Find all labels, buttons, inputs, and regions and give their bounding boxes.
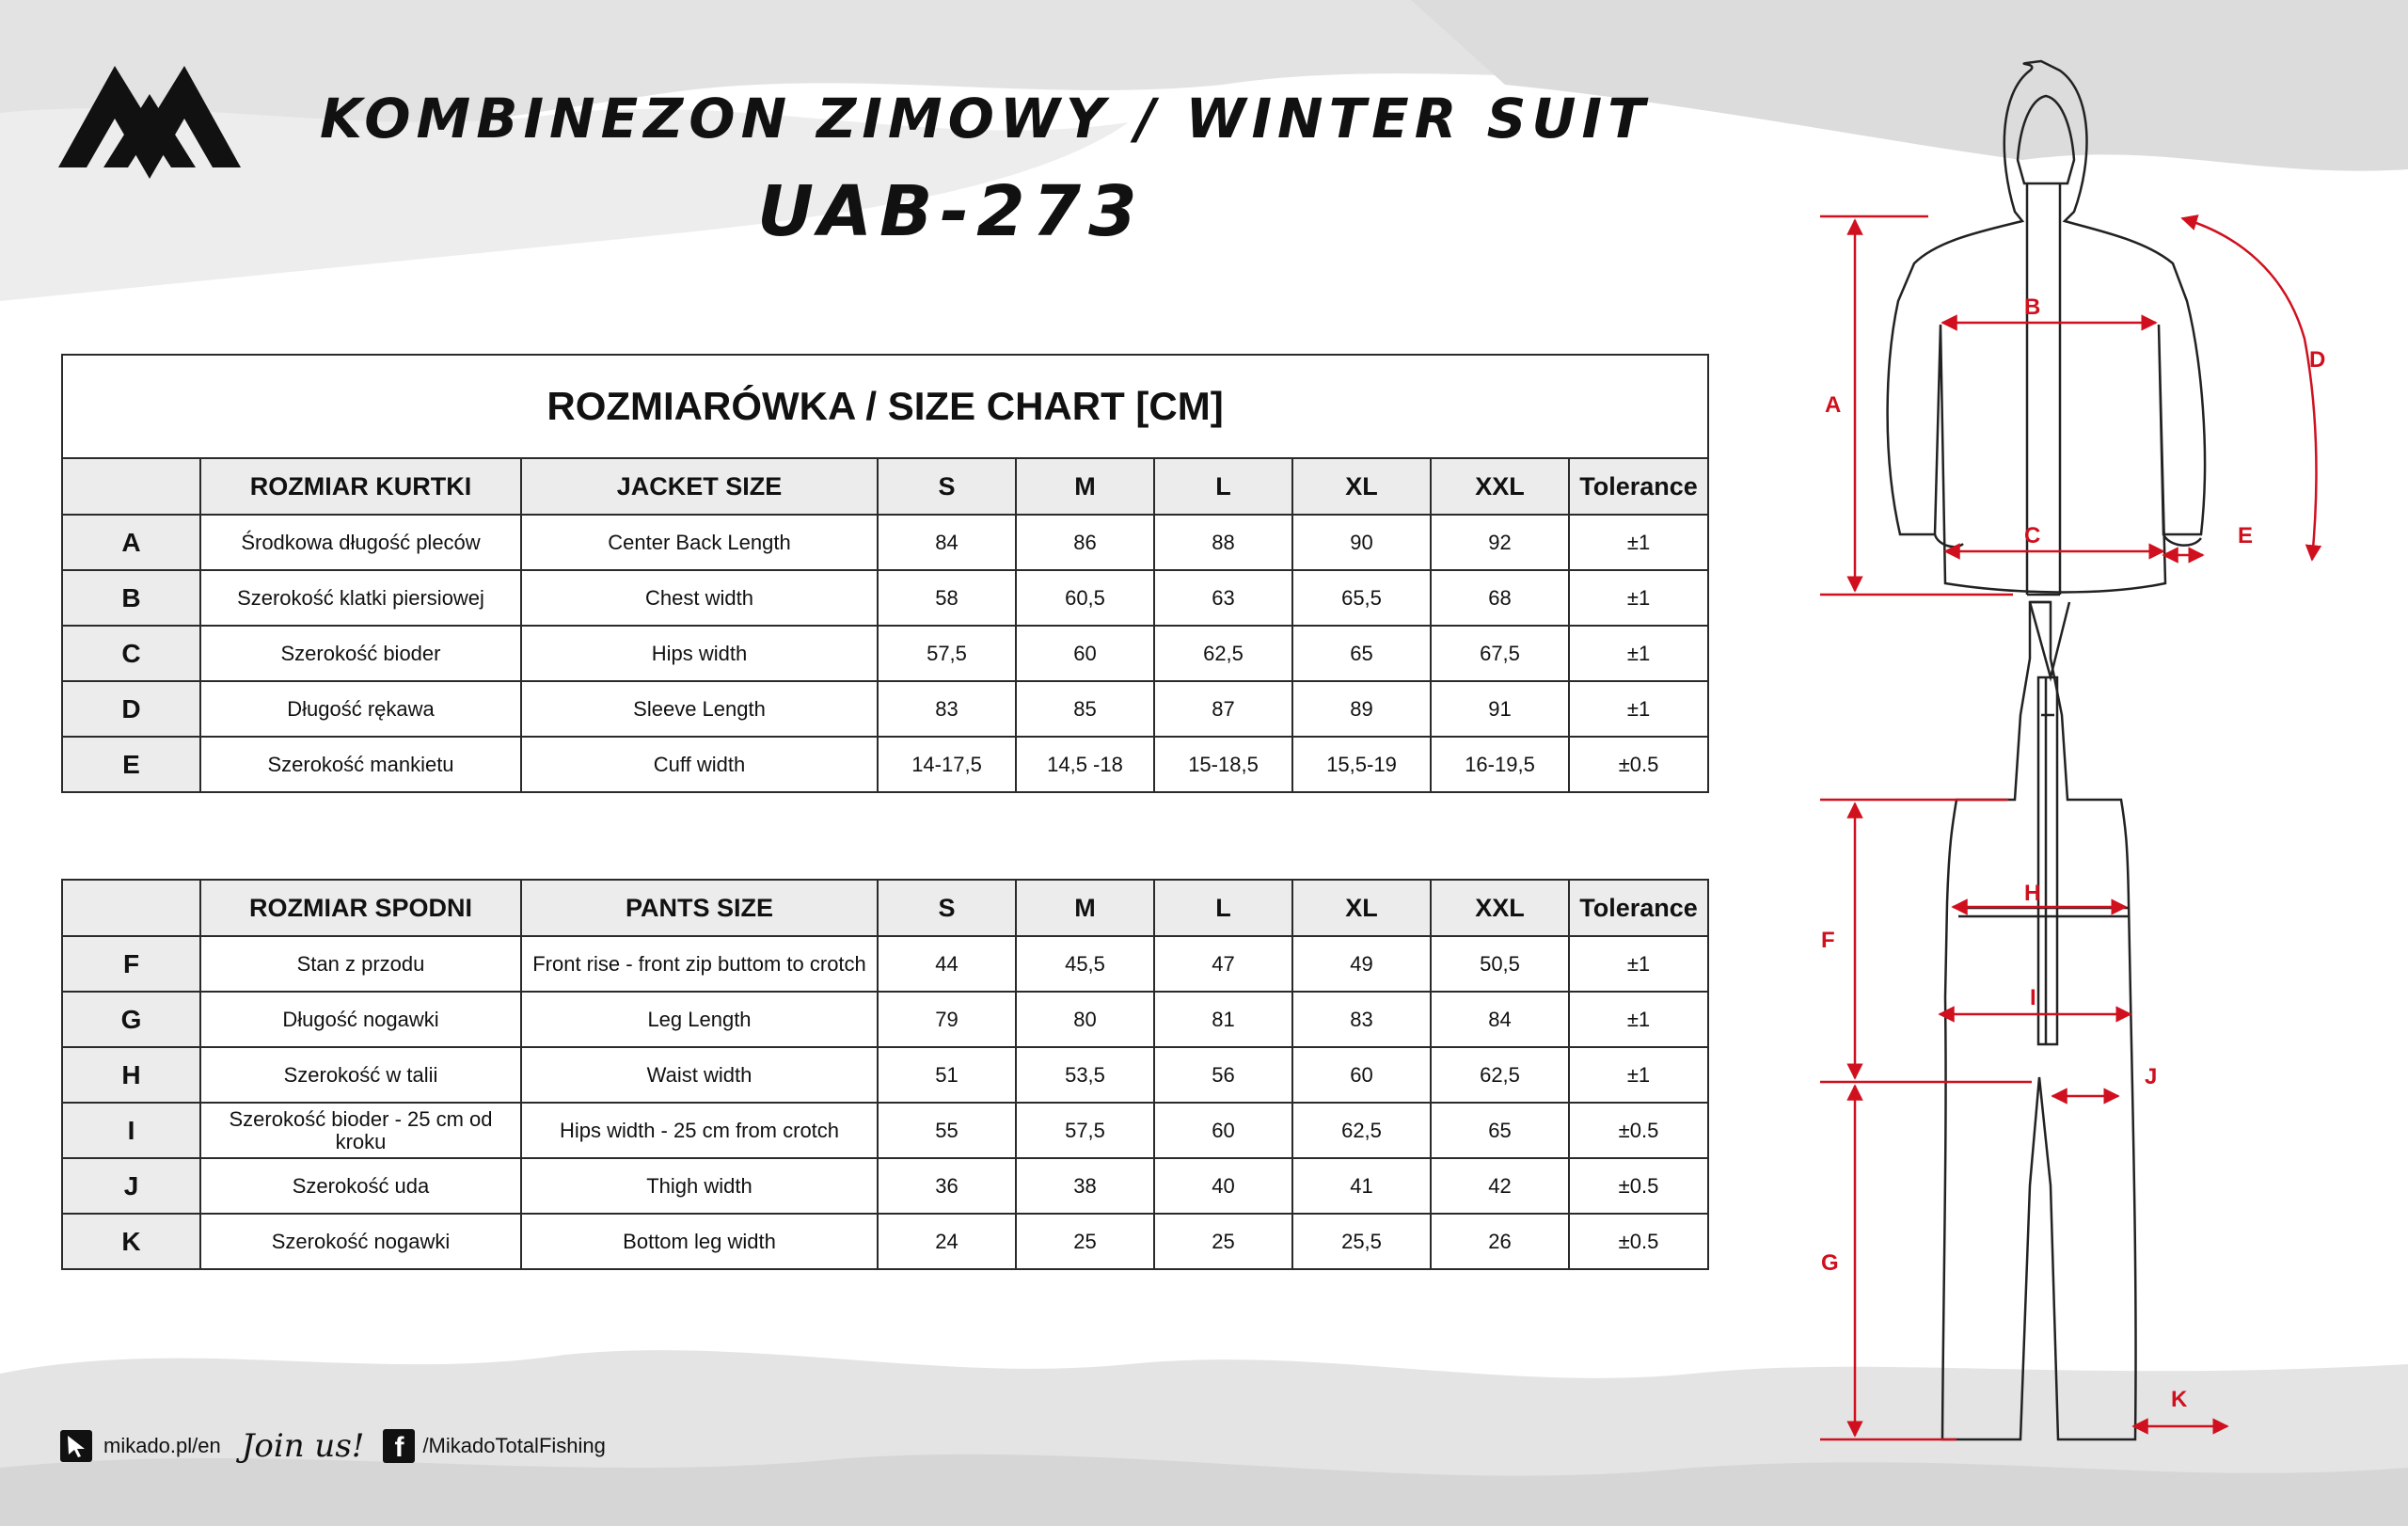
size-value: 84 — [878, 515, 1016, 570]
measure-code: H — [62, 1047, 200, 1103]
tolerance-value: ±1 — [1569, 1047, 1708, 1103]
size-value: 60 — [1016, 626, 1154, 681]
column-header: XL — [1292, 458, 1431, 515]
size-value: 50,5 — [1431, 936, 1569, 992]
size-value: 45,5 — [1016, 936, 1154, 992]
column-header — [62, 880, 200, 936]
size-value: 67,5 — [1431, 626, 1569, 681]
label-j: J — [2145, 1064, 2158, 1089]
size-value: 86 — [1016, 515, 1154, 570]
table-row — [62, 1214, 1708, 1269]
size-value: 83 — [1292, 992, 1431, 1047]
label-e: E — [2238, 523, 2254, 548]
size-value: 55 — [878, 1103, 1016, 1158]
tolerance-value: ±1 — [1569, 681, 1708, 737]
measure-name-pl: Szerokość nogawki — [200, 1214, 521, 1269]
table-row — [62, 681, 1708, 737]
size-value: 42 — [1431, 1158, 1569, 1214]
label-g: G — [1821, 1250, 1839, 1276]
table-row — [62, 1158, 1708, 1214]
measure-name-pl: Długość nogawki — [200, 992, 521, 1047]
size-value: 62,5 — [1292, 1103, 1431, 1158]
tolerance-value: ±0.5 — [1569, 1103, 1708, 1158]
dimension-lines — [1820, 216, 2317, 1439]
jacket-outline — [1888, 61, 2205, 595]
table-row — [62, 1047, 1708, 1103]
measure-name-en: Cuff width — [521, 737, 878, 792]
measure-code: F — [62, 936, 200, 992]
size-value: 53,5 — [1016, 1047, 1154, 1103]
label-c: C — [2024, 523, 2041, 548]
label-h: H — [2024, 881, 2041, 906]
size-value: 25,5 — [1292, 1214, 1431, 1269]
measure-code: D — [62, 681, 200, 737]
measure-code: E — [62, 737, 200, 792]
measure-name-pl: Szerokość bioder — [200, 626, 521, 681]
size-value: 91 — [1431, 681, 1569, 737]
size-value: 65 — [1292, 626, 1431, 681]
column-header: Tolerance — [1569, 880, 1708, 936]
measure-name-en: Waist width — [521, 1047, 878, 1103]
size-value: 47 — [1154, 936, 1292, 992]
table-row — [62, 626, 1708, 681]
size-value: 16-19,5 — [1431, 737, 1569, 792]
column-header: S — [878, 880, 1016, 936]
suit-measurement-diagram — [1768, 56, 2408, 1468]
column-header: S — [878, 458, 1016, 515]
size-value: 25 — [1154, 1214, 1292, 1269]
label-i: I — [2030, 985, 2036, 1010]
size-value: 89 — [1292, 681, 1431, 737]
measure-name-pl: Szerokość klatki piersiowej — [200, 570, 521, 626]
size-value: 90 — [1292, 515, 1431, 570]
size-value: 14-17,5 — [878, 737, 1016, 792]
column-header: ROZMIAR KURTKI — [200, 458, 521, 515]
measure-name-pl: Szerokość w talii — [200, 1047, 521, 1103]
measure-name-en: Chest width — [521, 570, 878, 626]
model-number: UAB-273 — [757, 171, 1145, 252]
label-d: D — [2309, 347, 2326, 373]
size-value: 24 — [878, 1214, 1016, 1269]
measure-name-pl: Stan z przodu — [200, 936, 521, 992]
pants-outline — [1942, 602, 2136, 1439]
measure-name-en: Hips width — [521, 626, 878, 681]
size-value: 25 — [1016, 1214, 1154, 1269]
size-value: 85 — [1016, 681, 1154, 737]
jacket-size-table — [61, 354, 1709, 793]
measure-name-pl: Szerokość uda — [200, 1158, 521, 1214]
size-value: 44 — [878, 936, 1016, 992]
label-k: K — [2171, 1387, 2188, 1412]
size-value: 65 — [1431, 1103, 1569, 1158]
measure-name-en: Hips width - 25 cm from crotch — [521, 1103, 878, 1158]
measure-name-pl: Szerokość bioder - 25 cm od kroku — [200, 1103, 521, 1158]
column-header: ROZMIAR SPODNI — [200, 880, 521, 936]
measure-name-en: Front rise - front zip buttom to crotch — [521, 936, 878, 992]
measure-name-pl: Środkowa długość pleców — [200, 515, 521, 570]
size-value: 26 — [1431, 1214, 1569, 1269]
size-value: 49 — [1292, 936, 1431, 992]
column-header: M — [1016, 880, 1154, 936]
tolerance-value: ±1 — [1569, 570, 1708, 626]
column-header: PANTS SIZE — [521, 880, 878, 936]
slogan: Join us! — [241, 1427, 365, 1465]
table-row — [62, 992, 1708, 1047]
size-value: 57,5 — [878, 626, 1016, 681]
size-value: 84 — [1431, 992, 1569, 1047]
page-title: KOMBINEZON ZIMOWY / WINTER SUIT — [320, 87, 1651, 151]
column-header: XXL — [1431, 458, 1569, 515]
size-value: 56 — [1154, 1047, 1292, 1103]
measure-name-pl: Długość rękawa — [200, 681, 521, 737]
size-value: 79 — [878, 992, 1016, 1047]
pants-size-table — [61, 879, 1709, 1270]
label-b: B — [2024, 294, 2041, 320]
mikado-logo-icon — [58, 56, 241, 194]
measure-name-en: Center Back Length — [521, 515, 878, 570]
size-value: 92 — [1431, 515, 1569, 570]
size-chart-caption: ROZMIARÓWKA / SIZE CHART [CM] — [62, 355, 1708, 458]
table-row — [62, 515, 1708, 570]
measure-code: G — [62, 992, 200, 1047]
footer — [60, 1424, 606, 1468]
size-value: 88 — [1154, 515, 1292, 570]
tolerance-value: ±0.5 — [1569, 1214, 1708, 1269]
size-value: 68 — [1431, 570, 1569, 626]
measure-name-en: Sleeve Length — [521, 681, 878, 737]
measure-code: A — [62, 515, 200, 570]
tolerance-value: ±0.5 — [1569, 1158, 1708, 1214]
cursor-arrow-icon — [60, 1430, 92, 1462]
size-value: 15,5-19 — [1292, 737, 1431, 792]
size-value: 38 — [1016, 1158, 1154, 1214]
size-value: 80 — [1016, 992, 1154, 1047]
tolerance-value: ±1 — [1569, 992, 1708, 1047]
size-value: 60 — [1292, 1047, 1431, 1103]
tolerance-value: ±0.5 — [1569, 737, 1708, 792]
size-value: 40 — [1154, 1158, 1292, 1214]
column-header: Tolerance — [1569, 458, 1708, 515]
measure-name-en: Bottom leg width — [521, 1214, 878, 1269]
measure-name-en: Leg Length — [521, 992, 878, 1047]
size-value: 81 — [1154, 992, 1292, 1047]
size-value: 63 — [1154, 570, 1292, 626]
column-header — [62, 458, 200, 515]
size-value: 87 — [1154, 681, 1292, 737]
column-header: XL — [1292, 880, 1431, 936]
table-row — [62, 737, 1708, 792]
measure-code: C — [62, 626, 200, 681]
table-row — [62, 1103, 1708, 1158]
measure-code: K — [62, 1214, 200, 1269]
table-row — [62, 570, 1708, 626]
tolerance-value: ±1 — [1569, 936, 1708, 992]
size-value: 51 — [878, 1047, 1016, 1103]
column-header: XXL — [1431, 880, 1569, 936]
measure-code: I — [62, 1103, 200, 1158]
measure-name-pl: Szerokość mankietu — [200, 737, 521, 792]
size-value: 83 — [878, 681, 1016, 737]
column-header: M — [1016, 458, 1154, 515]
size-value: 58 — [878, 570, 1016, 626]
size-value: 41 — [1292, 1158, 1431, 1214]
tolerance-value: ±1 — [1569, 515, 1708, 570]
size-value: 15-18,5 — [1154, 737, 1292, 792]
facebook-link[interactable]: /MikadoTotalFishing — [422, 1434, 606, 1457]
size-value: 65,5 — [1292, 570, 1431, 626]
size-value: 62,5 — [1431, 1047, 1569, 1103]
measure-code: J — [62, 1158, 200, 1214]
table-row — [62, 936, 1708, 992]
measure-code: B — [62, 570, 200, 626]
label-a: A — [1825, 392, 1842, 418]
size-value: 60,5 — [1016, 570, 1154, 626]
column-header: JACKET SIZE — [521, 458, 878, 515]
size-value: 57,5 — [1016, 1103, 1154, 1158]
label-f: F — [1821, 928, 1835, 953]
measure-name-en: Thigh width — [521, 1158, 878, 1214]
column-header: L — [1154, 458, 1292, 515]
website-link[interactable]: mikado.pl/en — [103, 1434, 221, 1457]
tolerance-value: ±1 — [1569, 626, 1708, 681]
size-value: 14,5 -18 — [1016, 737, 1154, 792]
facebook-icon: f — [383, 1429, 415, 1463]
size-value: 60 — [1154, 1103, 1292, 1158]
size-value: 62,5 — [1154, 626, 1292, 681]
column-header: L — [1154, 880, 1292, 936]
size-value: 36 — [878, 1158, 1016, 1214]
